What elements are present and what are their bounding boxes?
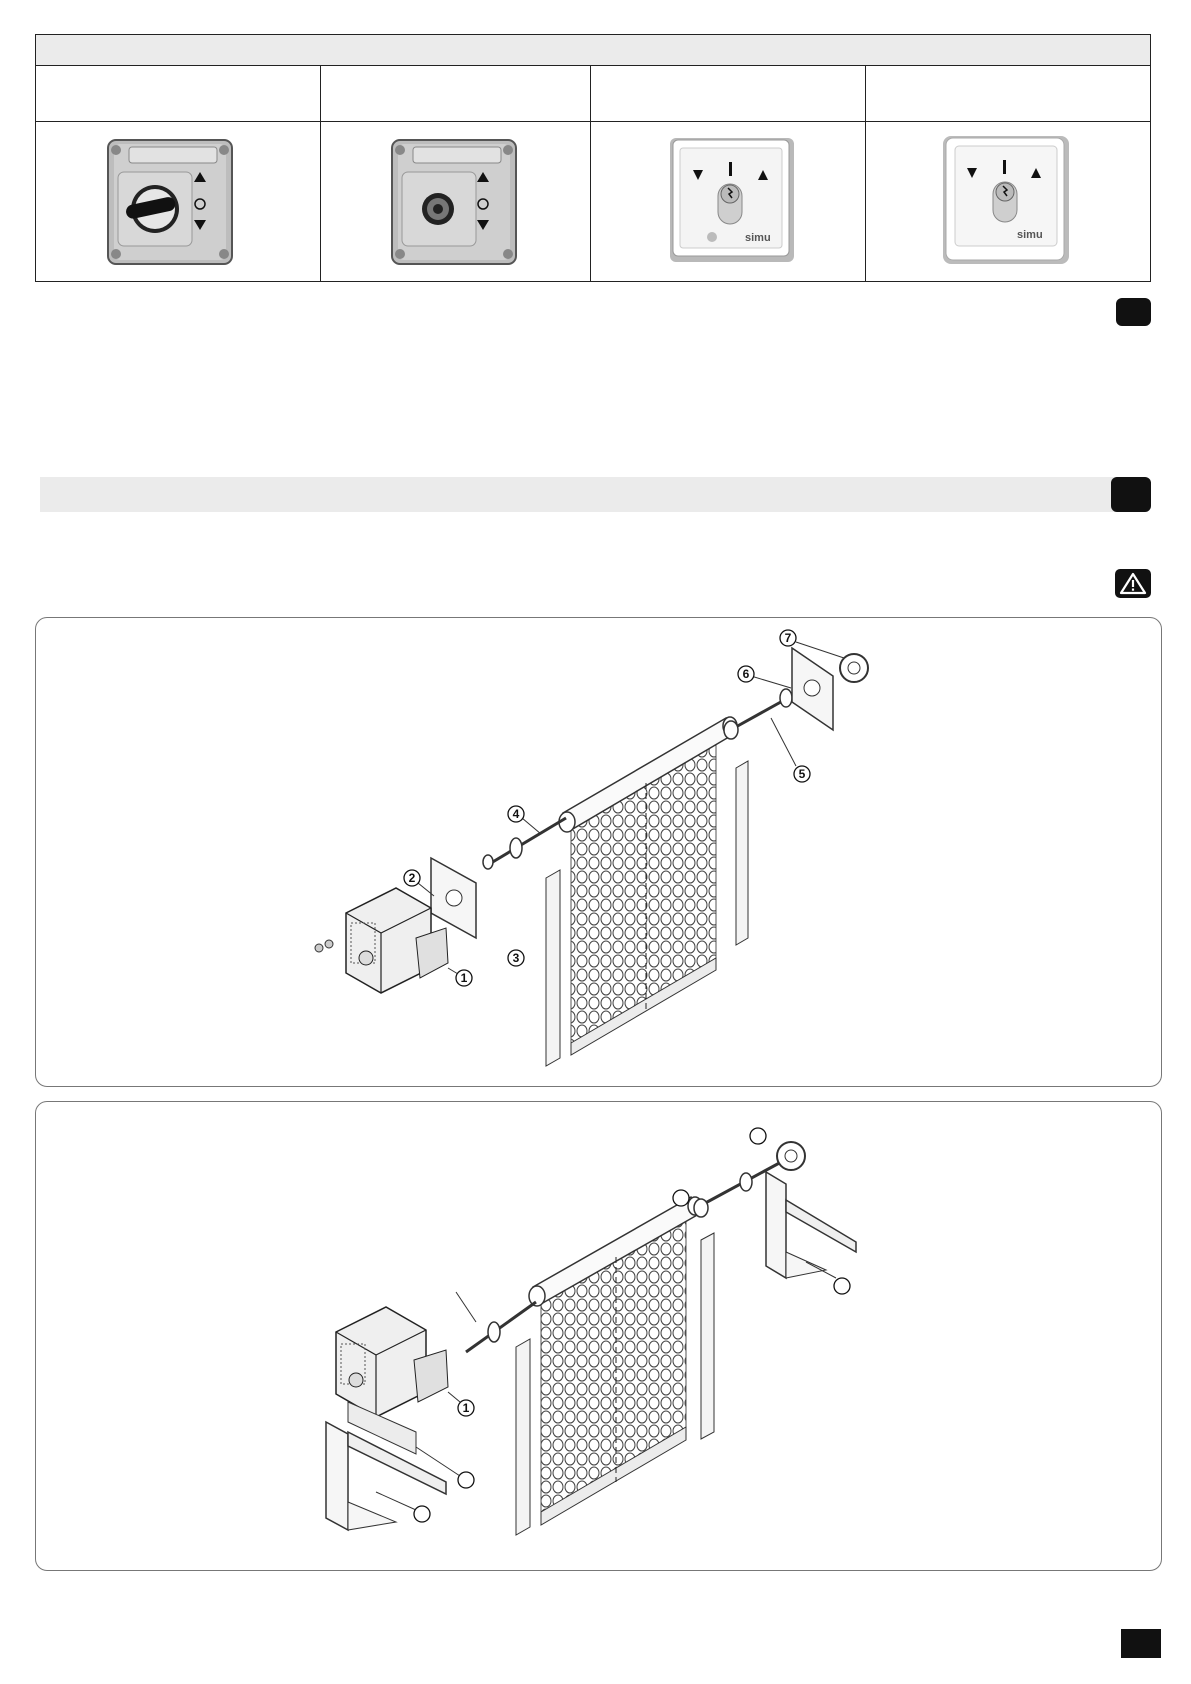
section-badge xyxy=(1111,477,1151,512)
flush-key-switch-2-icon xyxy=(865,122,1150,281)
callout-blank xyxy=(458,1472,474,1488)
figure-exploded-assembly-1 xyxy=(35,617,1162,1087)
svg-text:5: 5 xyxy=(798,767,806,781)
switch-box-lever-icon xyxy=(36,122,320,281)
callout-blank xyxy=(414,1506,430,1522)
column-label xyxy=(865,66,1150,121)
switch-box-key-icon xyxy=(320,122,590,281)
callout-3 xyxy=(508,950,524,966)
svg-text:1: 1 xyxy=(460,971,468,985)
note-badge xyxy=(1116,298,1151,326)
svg-text:1: 1 xyxy=(462,1401,470,1415)
callout-1 xyxy=(448,1392,474,1416)
callout-blank xyxy=(673,1190,689,1206)
control-types-table xyxy=(35,34,1151,282)
svg-text:6: 6 xyxy=(742,667,750,681)
svg-text:3: 3 xyxy=(512,951,520,965)
callout-5 xyxy=(771,718,810,782)
svg-text:7: 7 xyxy=(784,631,792,645)
callout-4 xyxy=(508,806,541,834)
callout-2 xyxy=(404,870,434,896)
table-image-row xyxy=(36,122,1150,281)
figure-exploded-assembly-2 xyxy=(35,1101,1162,1571)
warning-triangle-icon xyxy=(1115,569,1151,598)
callout-7 xyxy=(780,630,844,658)
svg-text:4: 4 xyxy=(512,807,520,821)
column-label xyxy=(36,66,320,121)
page-number xyxy=(1121,1629,1161,1658)
exploded-assembly-diagram xyxy=(36,618,1163,1088)
table-label-row xyxy=(36,66,1150,122)
exploded-assembly-diagram-wall-brackets xyxy=(36,1102,1163,1572)
column-label xyxy=(320,66,590,121)
table-header xyxy=(36,35,1150,66)
callout-blank xyxy=(750,1128,766,1144)
callout-6 xyxy=(738,666,791,688)
brand-label: simu xyxy=(745,232,771,244)
brand-label: simu xyxy=(1017,229,1043,241)
svg-text:2: 2 xyxy=(408,871,416,885)
callout-blank xyxy=(834,1278,850,1294)
flush-key-switch-icon xyxy=(590,122,865,281)
section-title-bar xyxy=(40,477,1145,512)
column-label xyxy=(590,66,865,121)
callout-1 xyxy=(448,968,472,986)
